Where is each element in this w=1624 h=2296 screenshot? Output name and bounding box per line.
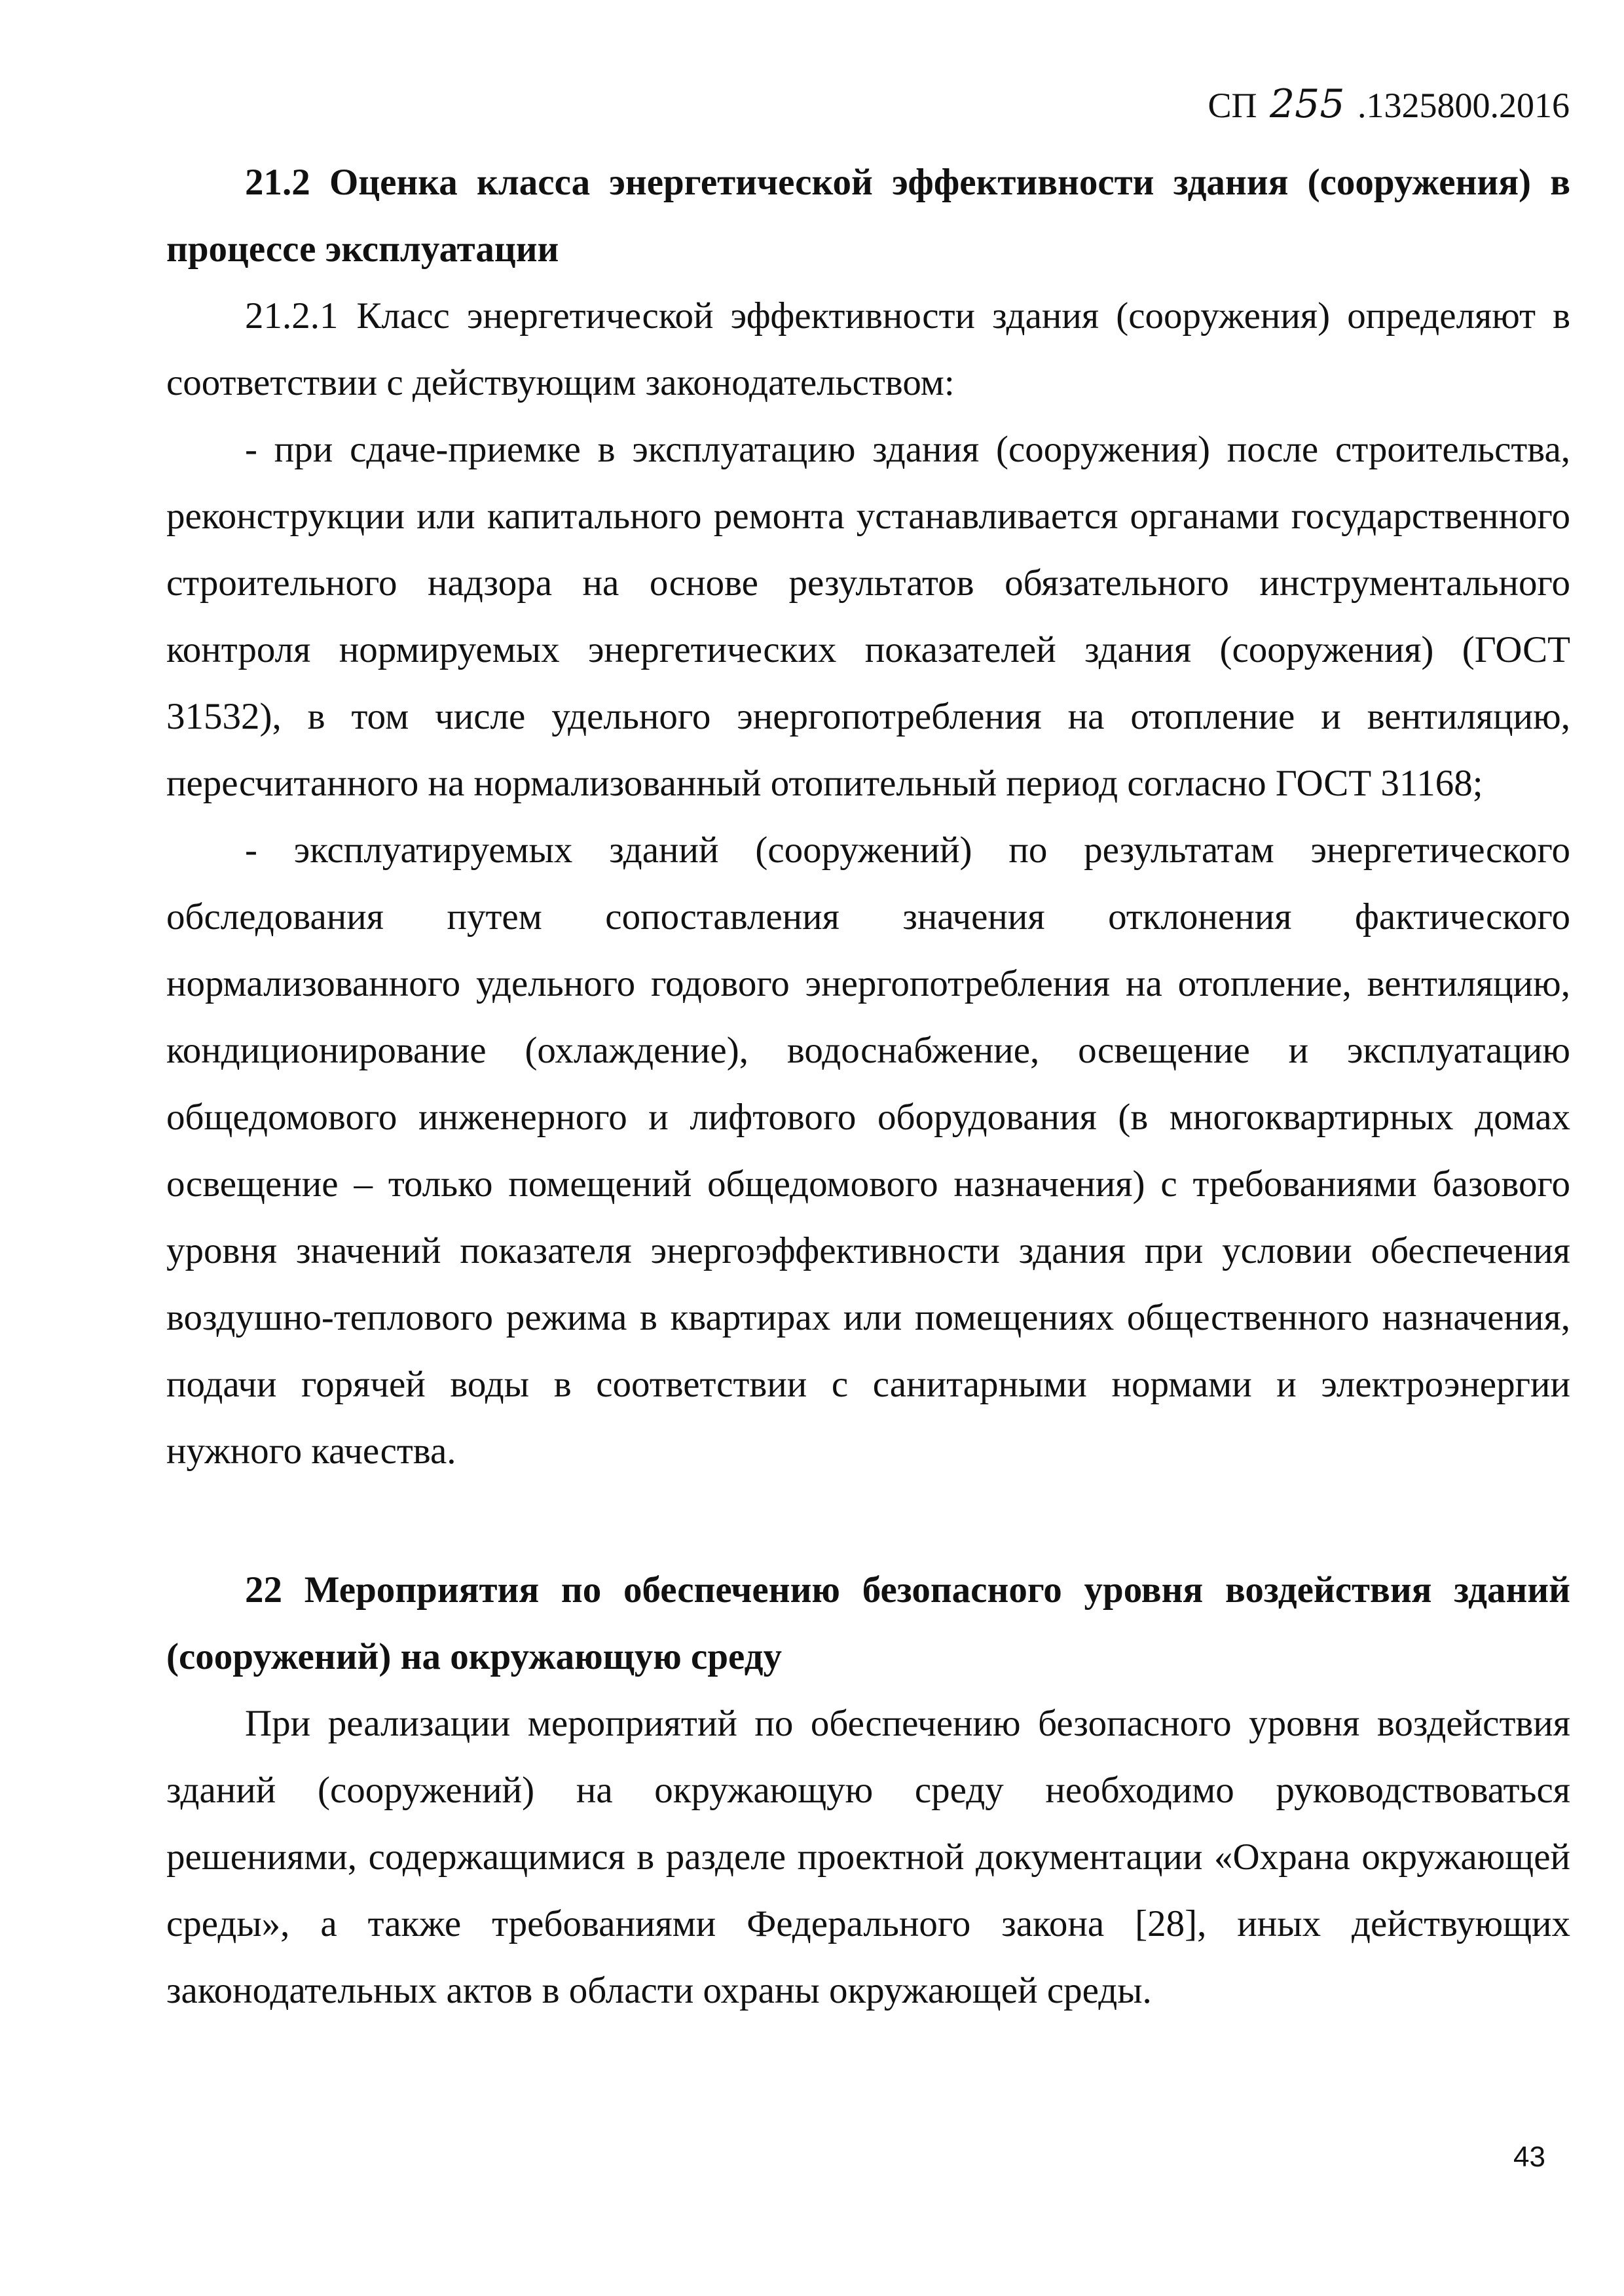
list-item-commissioning: - при сдаче-приемке в эксплуатацию здания (сооружения) после строительства, реконструкции или капитального ремонта устанавливается органами государственного строительного надзора на основе результатов обязательного инструментального контроля нормируемых энергетических показателей здания (сооружения) (ГОСТ 31532), в том числе удельного энергопотребления на отопление и вентиляцию, пересчитанного на нормализованный отопительный период согласно ГОСТ 31168; (166, 429, 1570, 804)
handwritten-code-number: 255 (1269, 81, 1345, 127)
code-suffix: .1325800.2016 (1357, 86, 1570, 125)
document-code-header (1208, 81, 1570, 128)
clause-number: 21.2.1 (245, 295, 339, 337)
list-item-operating-buildings: - эксплуатируемых зданий (сооружений) по результатам энергетического обследования путем сопоставления значения отклонения фактического нормализованного удельного годового энергопотребления на отопление, вентиляцию, кондиционирование (охлаждение), водоснабжение, освещение и эксплуатацию общедомового инженерного и лифтового оборудования (в многоквартирных домах освещение – только помещений общедомового назначения) с требованиями базового уровня значений показателя энергоэффективности здания при условии обеспечения воздушно-теплового режима в квартирах или помещениях общественного назначения, подачи горячей воды в соответствии с санитарными нормами и электроэнергии нужного качества. (166, 829, 1570, 1472)
document-body (166, 149, 1570, 2024)
clause-21-2-1 (166, 283, 1570, 416)
clause-text: Класс энергетической эффективности здания (сооружения) определяют в соответствии с действующим законодательством: (166, 295, 1570, 403)
section-22-heading: 22 Мероприятия по обеспечению безопасного уровня воздействия зданий (сооружений) на окружающую среду (166, 1569, 1570, 1677)
section-21-2-heading: 21.2 Оценка класса энергетической эффективности здания (сооружения) в процессе эксплуатации (166, 162, 1570, 270)
code-prefix: СП (1208, 86, 1257, 125)
section-22-paragraph: При реализации мероприятий по обеспечению безопасного уровня воздействия зданий (сооружений) на окружающую среду необходимо руководствоваться решениями, содержащимися в разделе проектной документации «Охрана окружающей среды», а также требованиями Федерального закона [28], иных действующих законодательных актов в области охраны окружающей среды. (166, 1703, 1570, 2011)
page-number: 43 (1513, 2141, 1545, 2173)
section-spacer (166, 1485, 1570, 1557)
